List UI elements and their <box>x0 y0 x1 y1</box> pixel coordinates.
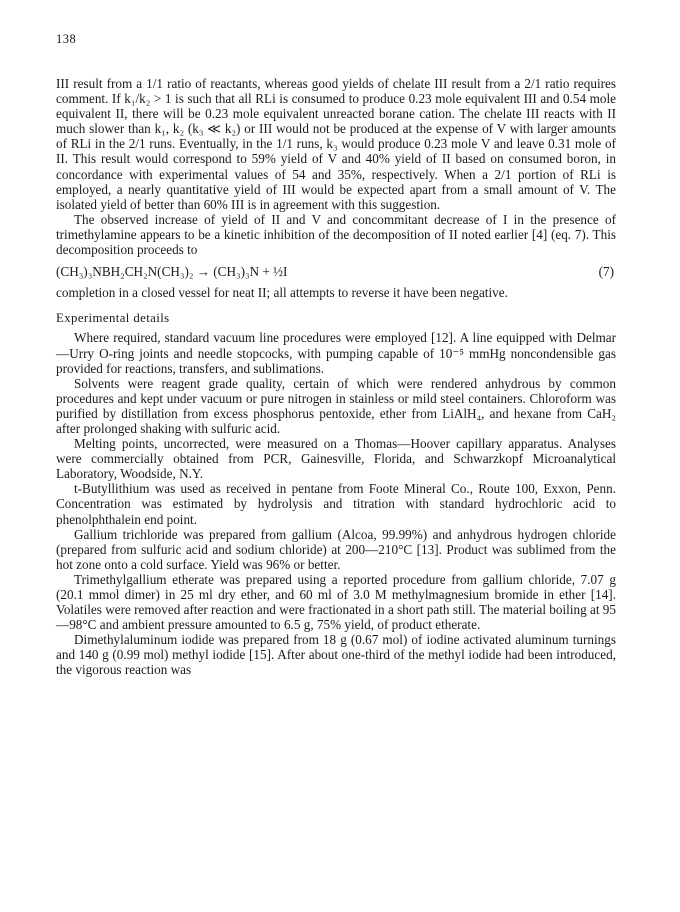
paragraph: Where required, standard vacuum line procedures were employed [12]. A line equipped with Delmar—Urry O-ring joints and needle stopcocks, with pumping capable of 10⁻⁵ mmHg noncondensible gas provided for reactions, transfers, and sublimations. <box>56 330 616 376</box>
body-text <box>56 76 616 678</box>
paragraph: Solvents were reagent grade quality, certain of which were rendered anhydrous by common procedures and kept under vacuum or pure nitrogen in stainless or mild steel containers. Chloroform was purified by distillation from excess phosphorus pentoxide, ether from LiAlH₄, and hexane from CaH₂ after prolonged shaking with sulfuric acid. <box>56 375 616 436</box>
equation-text: (CH₃)₃NBH₂CH₂N(CH₃)₂ → (CH₃)₃N + ½I <box>56 264 288 280</box>
paragraph: Dimethylaluminum iodide was prepared from 18 g (0.67 mol) of iodine activated aluminum turnings and 140 g (0.99 mol) methyl iodide [15]. After about one-third of the methyl iodide had been introduced, the vigorous reaction was <box>56 632 616 678</box>
paragraph: completion in a closed vessel for neat II; all attempts to reverse it have been negative. <box>56 285 508 301</box>
paragraph: The observed increase of yield of II and V and concommitant decrease of I in the presence of trimethylamine appears to be a kinetic inhibition of the decomposition of II noted earlier [4] (eq. 7). This decomposition proceeds to <box>56 211 616 258</box>
equation-number: (7) <box>598 264 614 280</box>
section-heading: Experimental details <box>56 311 170 326</box>
paragraph-continued: III result from a 1/1 ratio of reactants, whereas good yields of chelate III result from a 2/1 ratio requires comment. If k₁/k₂ > 1 is such that all RLi is consumed to produce 0.23 mole equivalent III and 0.54 mole equivalent II, there will be 0.23 mole equivalent unreacted borane cation. The chelate III reacts with II much slower than k₁, k₂ (k₃ ≪ k₂) or III would not be produced at the expense of V with larger amounts of RLi in the 2/1 runs. Eventually, in the 1/1 runs, k₃ would produce 0.23 mole V and leave 0.31 mole of II. This result would correspond to 59% yield of V and 40% yield of II based on consumed boron, in concordance with experimental values of 54 and 35%, respectively. When a 2/1 portion of RLi is employed, a nearly quantitative yield of III would be expected apart from a small amount of V. The isolated yield of better than 60% III is in agreement with this suggestion. <box>56 76 616 212</box>
equation-7 <box>56 264 616 279</box>
page-number: 138 <box>56 32 77 46</box>
paragraph: Melting points, uncorrected, were measured on a Thomas—Hoover capillary apparatus. Analyses were commercially obtained from PCR, Gainesville, Florida, and Schwarzkopf Microanalytical Laboratory, Woodside, N.Y. <box>56 436 616 482</box>
paragraph: Trimethylgallium etherate was prepared using a reported procedure from gallium chloride, 7.07 g (20.1 mmol dimer) in 25 ml dry ether, and 60 ml of 3.0 M methylmagnesium bromide in ether [14]. Volatiles were removed after reaction and were fractionated in a short path still. The material boiling at 95—98°C and ambient pressure amounted to 6.5 g, 75% yield, of product etherate. <box>56 571 616 633</box>
paragraph: t-Butyllithium was used as received in pentane from Foote Mineral Co., Route 100, Exxon, Penn. Concentration was estimated by hydrolysis and titration with standard hydrochloric acid to phenolphthalein end point. <box>56 481 616 527</box>
paragraph: Gallium trichloride was prepared from gallium (Alcoa, 99.99%) and anhydrous hydrogen chloride (prepared from sulfuric acid and sodium chloride) at 200—210°C [13]. Product was sublimed from the hot zone onto a cold surface. Yield was 96% or better. <box>56 526 616 572</box>
